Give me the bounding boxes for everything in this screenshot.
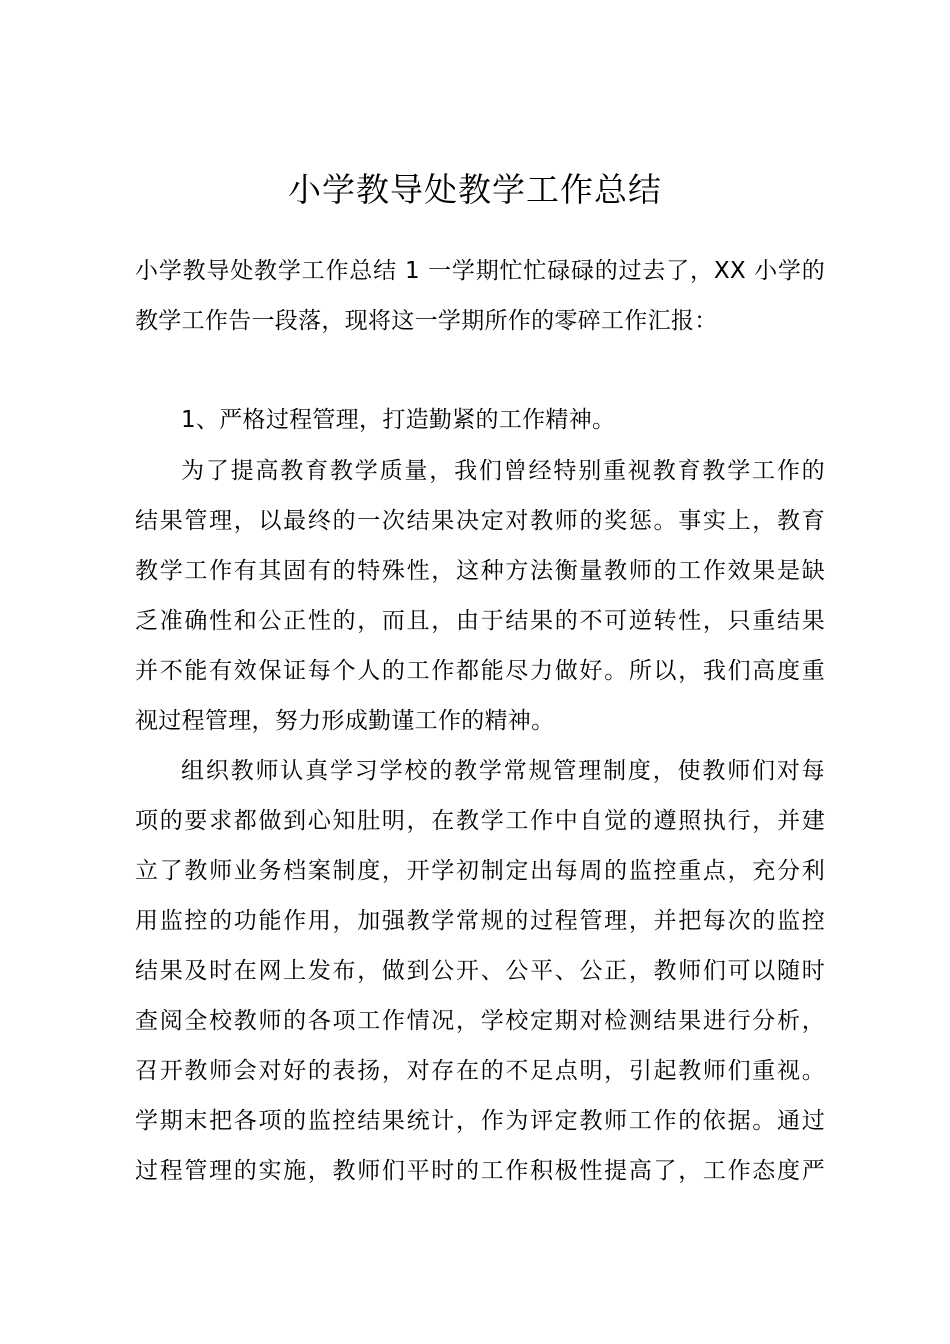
paragraph2-line-1: 组织教师认真学习学校的教学常规管理制度，使教师们对每 — [181, 758, 825, 784]
paragraph2-line-9: 过程管理的实施，教师们平时的工作积极性提高了，工作态度严 — [135, 1158, 825, 1184]
paragraph1-line-4: 乏准确性和公正性的，而且，由于结果的不可逆转性，只重结果 — [135, 608, 825, 634]
paragraph2-line-4: 用监控的功能作用，加强教学常规的过程管理，并把每次的监控 — [135, 908, 825, 934]
paragraph2-line-5: 结果及时在网上发布，做到公开、公平、公正，教师们可以随时 — [135, 958, 825, 984]
intro-line-2: 教学工作告一段落，现将这一学期所作的零碎工作汇报： — [135, 308, 718, 334]
section-heading: 1、严格过程管理，打造勤紧的工作精神。 — [181, 407, 616, 433]
paragraph2-line-8: 学期末把各项的监控结果统计，作为评定教师工作的依据。通过 — [135, 1108, 825, 1134]
paragraph2-line-7: 召开教师会对好的表扬，对存在的不足点明，引起教师们重视。 — [135, 1058, 825, 1084]
paragraph2-line-3: 立了教师业务档案制度，开学初制定出每周的监控重点，充分利 — [135, 858, 825, 884]
paragraph1-line-5: 并不能有效保证每个人的工作都能尽力做好。所以，我们高度重 — [135, 658, 825, 684]
paragraph1-line-1: 为了提高教育教学质量，我们曾经特别重视教育教学工作的 — [181, 458, 825, 484]
intro-line-1: 小学教导处教学工作总结 1 一学期忙忙碌碌的过去了，XX 小学的 — [135, 258, 825, 284]
paragraph2-line-6: 查阅全校教师的各项工作情况，学校定期对检测结果进行分析， — [135, 1008, 825, 1034]
paragraph1-line-2: 结果管理，以最终的一次结果决定对教师的奖惩。事实上，教育 — [135, 508, 825, 534]
paragraph1-line-6: 视过程管理，努力形成勤谨工作的精神。 — [135, 708, 555, 734]
paragraph2-line-2: 项的要求都做到心知肚明，在教学工作中自觉的遵照执行，并建 — [135, 808, 825, 834]
document-title: 小学教导处教学工作总结 — [288, 170, 662, 209]
paragraph1-line-3: 教学工作有其固有的特殊性，这种方法衡量教师的工作效果是缺 — [135, 558, 825, 584]
